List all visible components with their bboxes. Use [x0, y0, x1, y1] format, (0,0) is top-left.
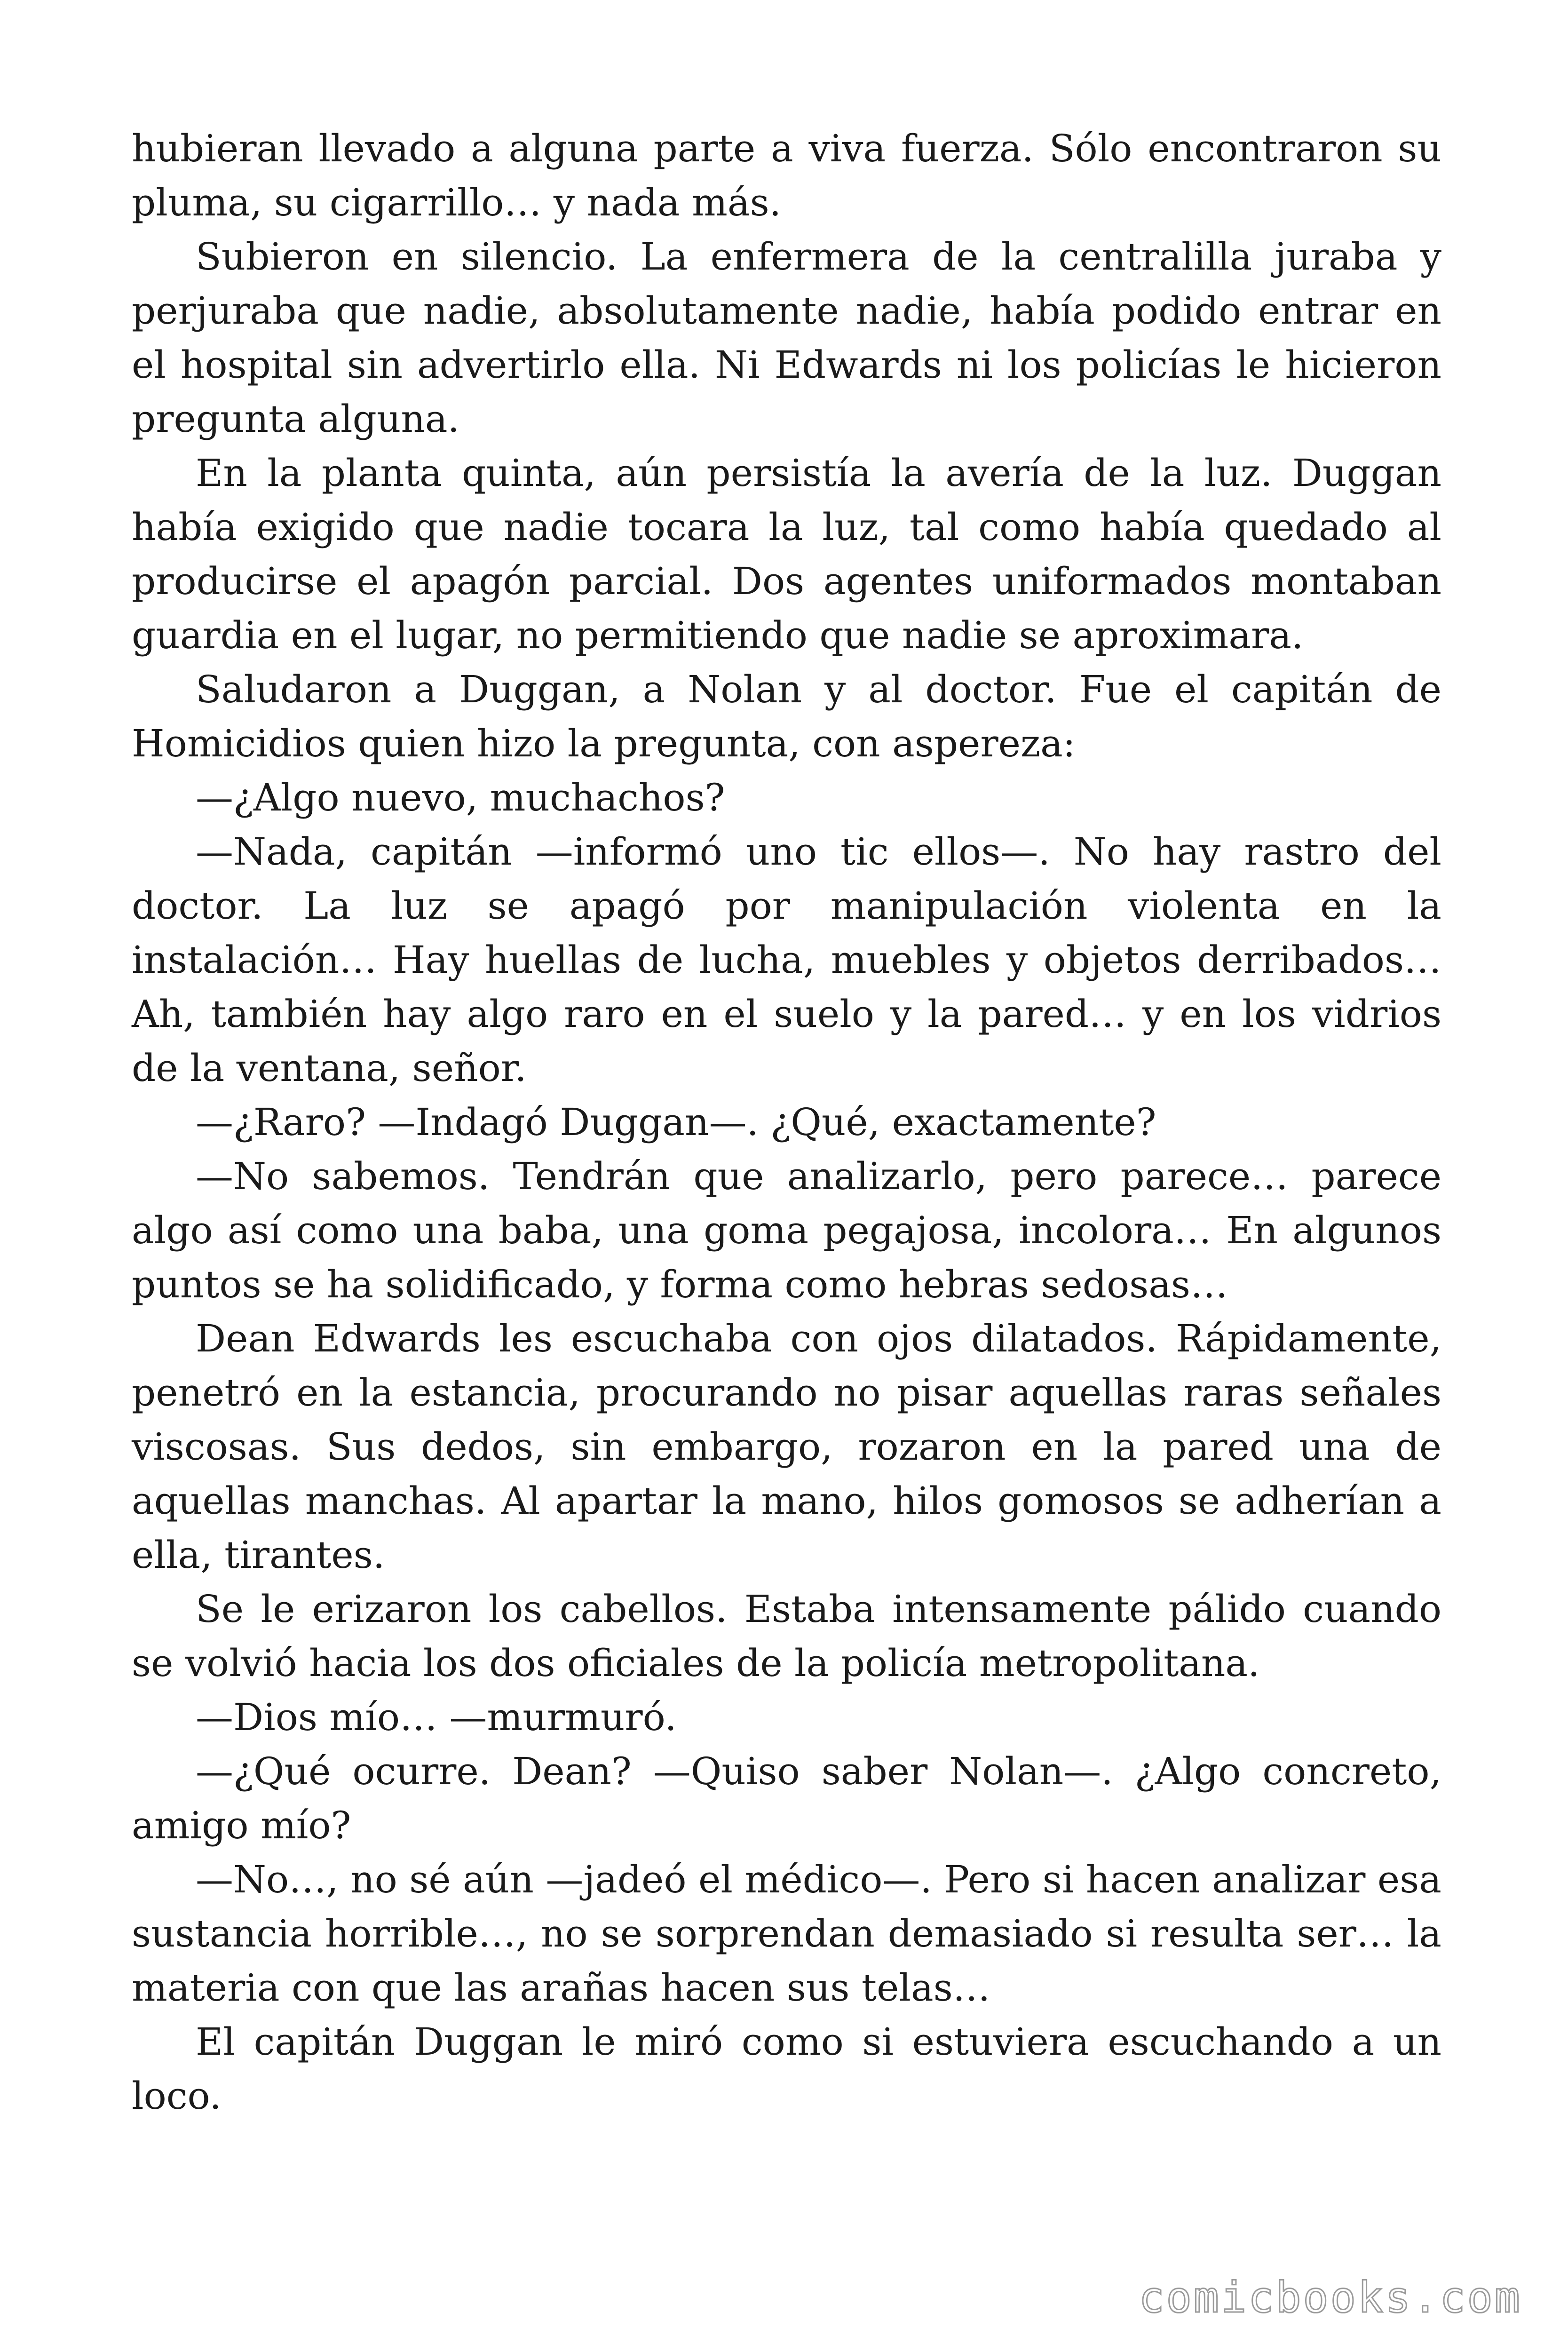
- page-text: [132, 121, 1441, 2123]
- paragraph-7: —¿Raro? —Indagó Duggan—. ¿Qué, exactamente?: [196, 1100, 1156, 1144]
- paragraph-12: —¿Qué ocurre. Dean? —Quiso saber Nolan—. ¿Algo concreto, amigo mío?: [132, 1749, 1441, 1847]
- paragraph-5: —¿Algo nuevo, muchachos?: [196, 776, 725, 819]
- paragraph-6: —Nada, capitán —informó uno tic ellos—. No hay rastro del doctor. La luz se apagó por manipulación violenta en la instalación… Hay huellas de lucha, muebles y objetos derribados… Ah, también hay algo raro en el suelo y la pared… y en los vidrios de la ventana, señor.: [132, 830, 1441, 1090]
- paragraph-1: hubieran llevado a alguna parte a viva fuerza. Sólo encontraron su pluma, su cigarrillo… y nada más.: [132, 127, 1441, 224]
- paragraph-13: —No…, no sé aún —jadeó el médico—. Pero si hacen analizar esa sustancia horrible…, no se sorprendan demasiado si resulta ser… la materia con que las arañas hacen sus telas…: [132, 1858, 1441, 2010]
- paragraph-10: Se le erizaron los cabellos. Estaba intensamente pálido cuando se volvió hacia los dos oficiales de la policía metropolitana.: [132, 1587, 1441, 1685]
- paragraph-4: Saludaron a Duggan, a Nolan y al doctor. Fue el capitán de Homicidios quien hizo la pregunta, con aspereza:: [132, 667, 1441, 765]
- paragraph-8: —No sabemos. Tendrán que analizarlo, pero parece… parece algo así como una baba, una goma pegajosa, incolora… En algunos puntos se ha solidificado, y forma como hebras sedosas…: [132, 1154, 1441, 1306]
- paragraph-14: El capitán Duggan le miró como si estuviera escuchando a un loco.: [132, 2020, 1441, 2118]
- paragraph-11: —Dios mío… —murmuró.: [196, 1695, 677, 1739]
- paragraph-2: Subieron en silencio. La enfermera de la centralilla juraba y perjuraba que nadie, absolutamente nadie, había podido entrar en el hospital sin advertirlo ella. Ni Edwards ni los policías le hicieron pregunta alguna.: [132, 235, 1441, 441]
- paragraph-3: En la planta quinta, aún persistía la avería de la luz. Duggan había exigido que nadie tocara la luz, tal como había quedado al producirse el apagón parcial. Dos agentes uniformados montaban guardia en el lugar, no permitiendo que nadie se aproximara.: [132, 451, 1441, 657]
- paragraph-9: Dean Edwards les escuchaba con ojos dilatados. Rápidamente, penetró en la estancia, procurando no pisar aquellas raras señales viscosas. Sus dedos, sin embargo, rozaron en la pared una de aquellas manchas. Al apartar la mano, hilos gomosos se adherían a ella, tirantes.: [132, 1317, 1441, 1577]
- watermark: comicbooks.com: [1139, 2273, 1522, 2322]
